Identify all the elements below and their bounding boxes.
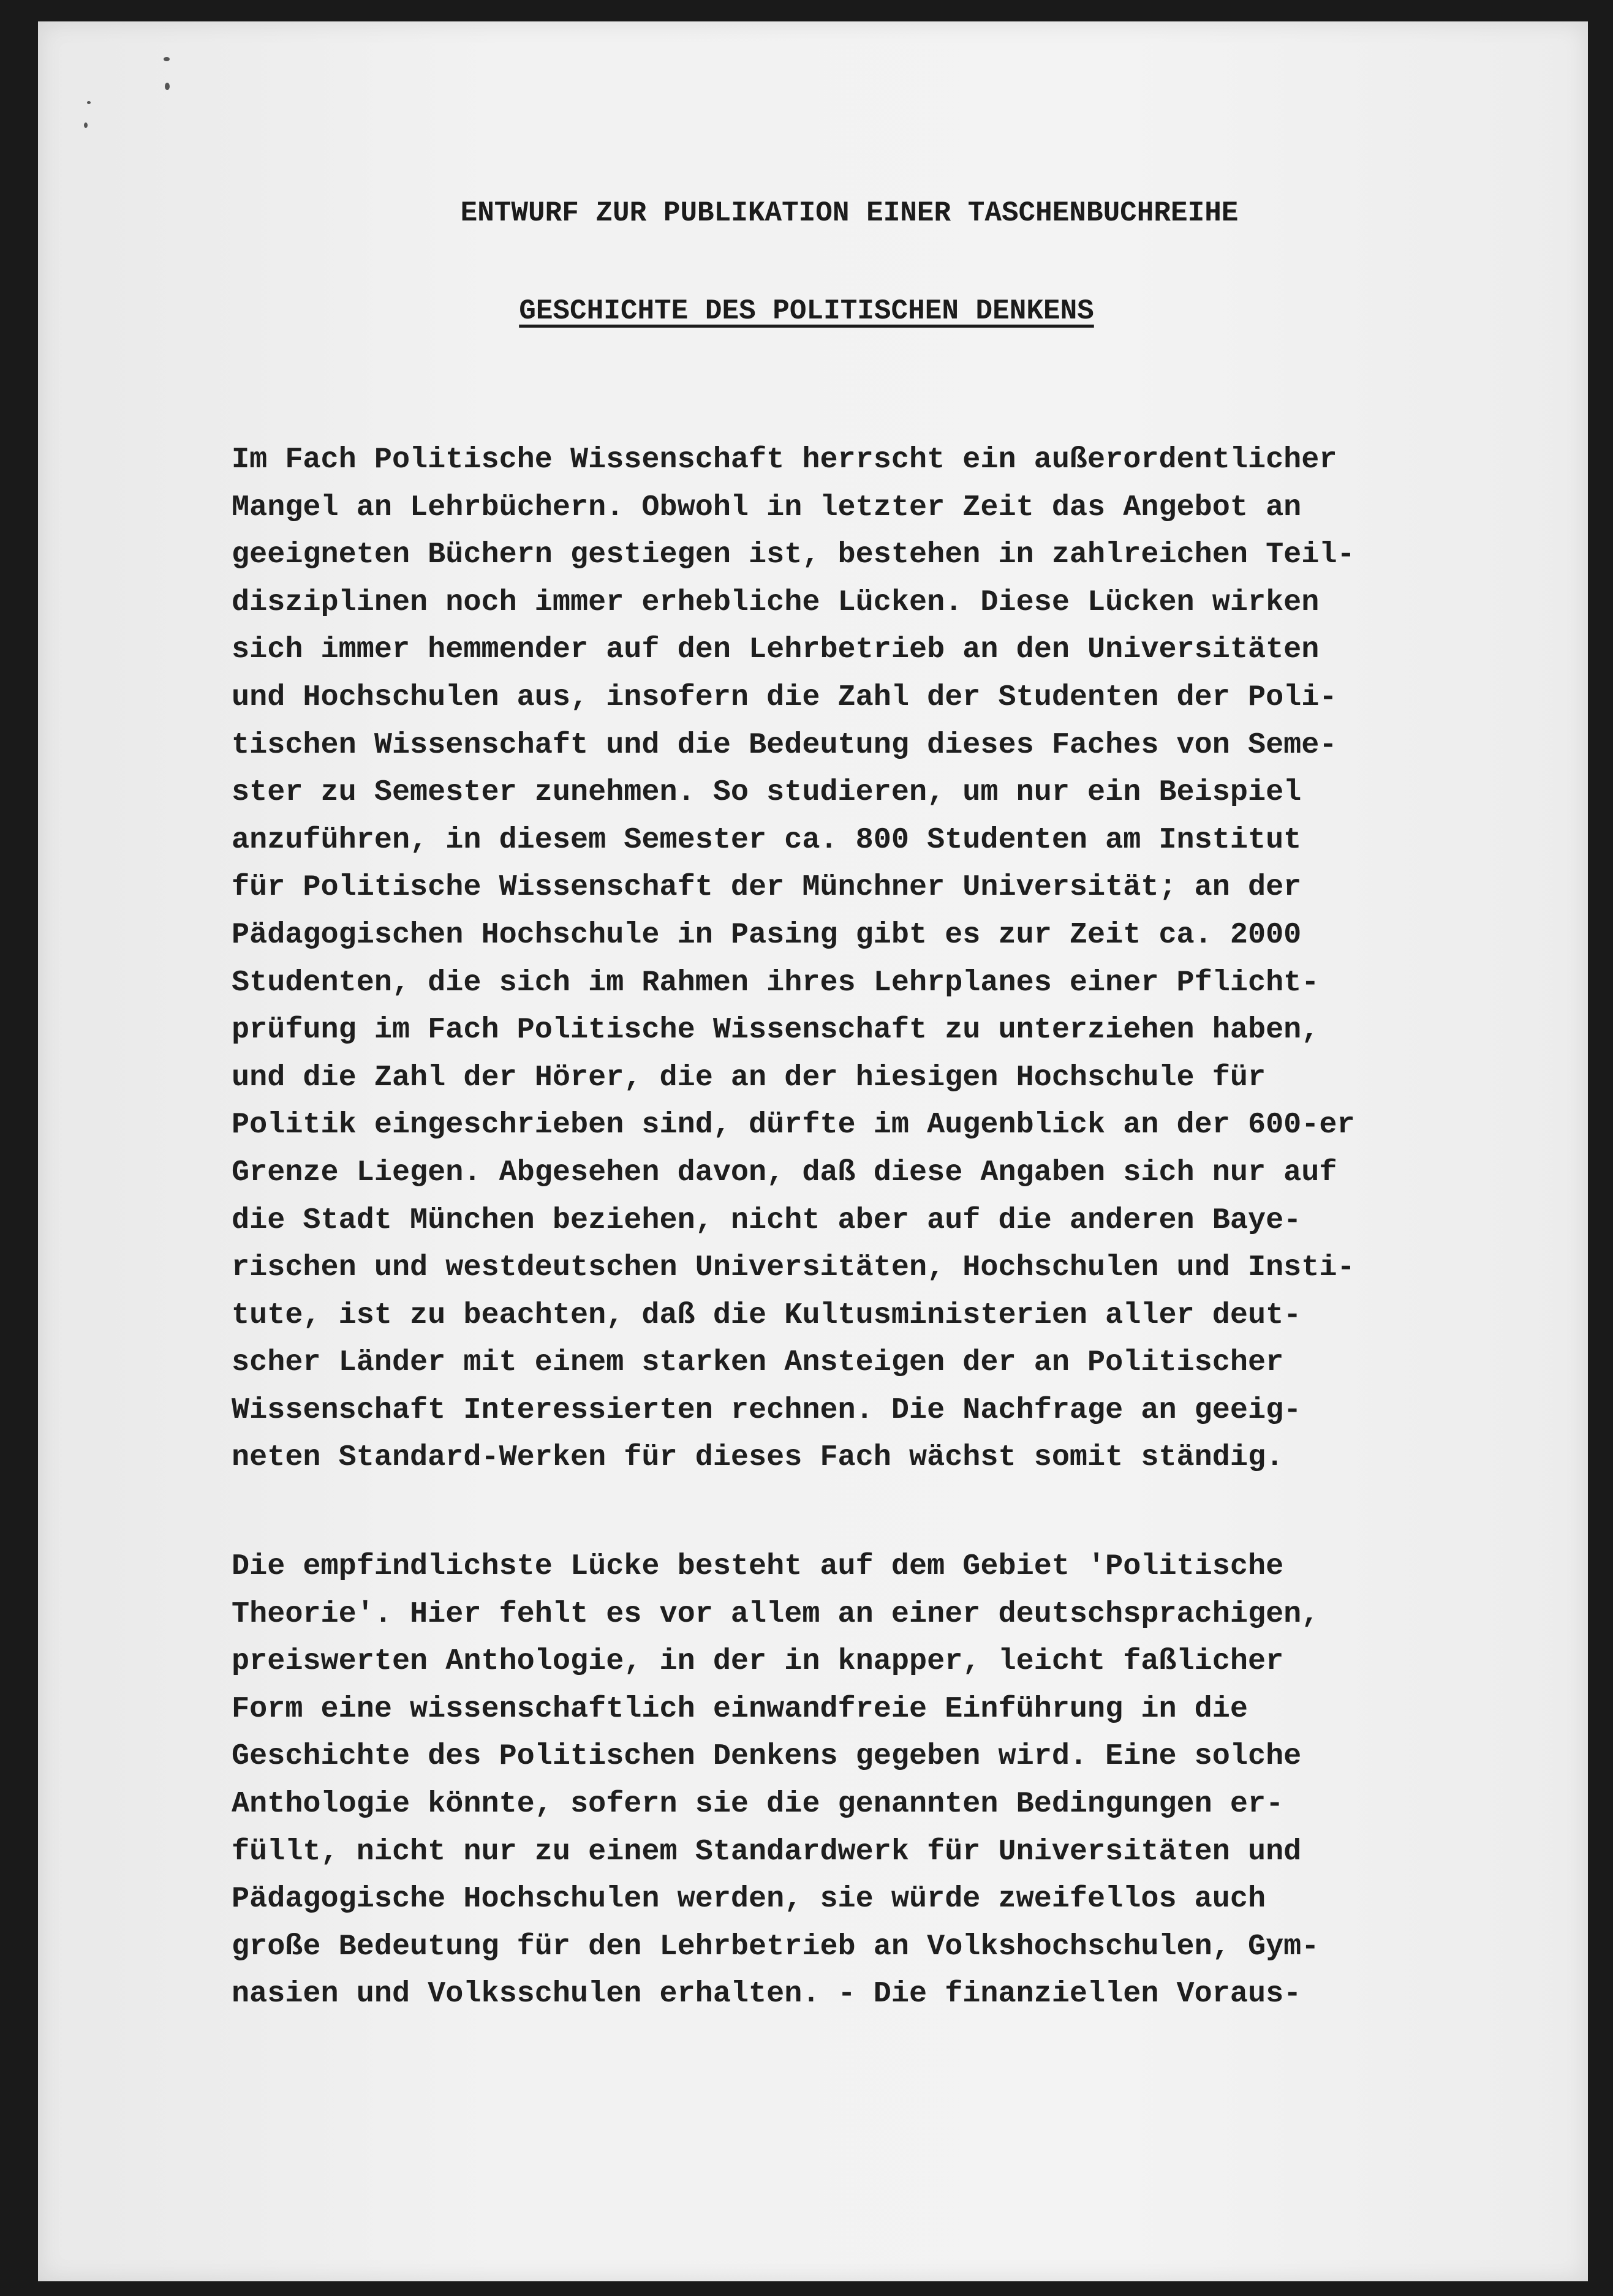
text-line: geeigneten Büchern gestiegen ist, bestehen in zahlreichen Teil-	[232, 538, 1355, 572]
text-line: anzuführen, in diesem Semester ca. 800 Studenten am Institut	[232, 822, 1302, 857]
text-line: große Bedeutung für den Lehrbetrieb an Volkshochschulen, Gym-	[232, 1929, 1320, 1963]
text-line: Grenze Liegen. Abgesehen davon, daß diese Angaben sich nur auf	[232, 1155, 1337, 1189]
text-line: Pädagogische Hochschulen werden, sie würde zweifellos auch	[232, 1882, 1266, 1916]
text-line: tischen Wissenschaft und die Bedeutung dieses Faches von Seme-	[232, 728, 1337, 762]
text-line: Studenten, die sich im Rahmen ihres Lehrplanes einer Pflicht-	[232, 965, 1320, 999]
text-line: prüfung im Fach Politische Wissenschaft zu unterziehen haben,	[232, 1013, 1320, 1047]
text-line: neten Standard-Werken für dieses Fach wächst somit ständig.	[232, 1440, 1284, 1475]
text-line: scher Länder mit einem starken Ansteigen der an Politischer	[232, 1346, 1284, 1380]
text-line: Theorie'. Hier fehlt es vor allem an einer deutschsprachigen,	[232, 1597, 1320, 1631]
text-line: preiswerten Anthologie, in der in knapper, leicht faßlicher	[232, 1644, 1284, 1679]
paragraph-1	[232, 436, 1457, 1481]
document-subtitle-text: GESCHICHTE DES POLITISCHEN DENKENS	[519, 295, 1094, 327]
text-line: nasien und Volksschulen erhalten. - Die finanziellen Voraus-	[232, 1977, 1302, 2011]
text-line: und die Zahl der Hörer, die an der hiesigen Hochschule für	[232, 1060, 1266, 1094]
text-line: Geschichte des Politischen Denkens gegeben wird. Eine solche	[232, 1739, 1302, 1774]
paper-speck	[165, 83, 170, 90]
text-line: Wissenschaft Interessierten rechnen. Die Nachfrage an geeig-	[232, 1393, 1302, 1427]
text-line: ster zu Semester zunehmen. So studieren, um nur ein Beispiel	[232, 775, 1302, 810]
paragraph-2	[232, 1543, 1457, 2018]
text-line: sich immer hemmender auf den Lehrbetrieb an den Universitäten	[232, 633, 1320, 667]
text-line: tute, ist zu beachten, daß die Kultusministerien aller deut-	[232, 1298, 1302, 1332]
text-line: Politik eingeschrieben sind, dürfte im Augenblick an der 600-er	[232, 1108, 1355, 1142]
text-line: füllt, nicht nur zu einem Standardwerk für Universitäten und	[232, 1834, 1302, 1869]
text-line: die Stadt München beziehen, nicht aber auf die anderen Baye-	[232, 1203, 1302, 1237]
text-line: Mangel an Lehrbüchern. Obwohl in letzter Zeit das Angebot an	[232, 490, 1302, 524]
text-line: Die empfindlichste Lücke besteht auf dem Gebiet 'Politische	[232, 1549, 1284, 1583]
text-line: Im Fach Politische Wissenschaft herrscht ein außerordentlicher	[232, 443, 1337, 476]
document-subtitle	[0, 295, 1613, 327]
text-line: disziplinen noch immer erhebliche Lücken. Diese Lücken wirken	[232, 585, 1320, 619]
text-line: und Hochschulen aus, insofern die Zahl der Studenten der Poli-	[232, 680, 1337, 714]
text-line: für Politische Wissenschaft der Münchner Universität; an der	[232, 870, 1302, 905]
paper-speck	[87, 101, 91, 104]
text-line: Anthologie könnte, sofern sie die genannten Bedingungen er-	[232, 1786, 1284, 1821]
text-line: Pädagogischen Hochschule in Pasing gibt es zur Zeit ca. 2000	[232, 917, 1302, 952]
paper-speck	[84, 122, 88, 128]
text-line: Form eine wissenschaftlich einwandfreie Einführung in die	[232, 1692, 1248, 1726]
text-line: rischen und westdeutschen Universitäten, Hochschulen und Insti-	[232, 1251, 1355, 1285]
document-title: ENTWURF ZUR PUBLIKATION EINER TASCHENBUCHREIHE	[460, 197, 1239, 229]
paper-speck	[164, 57, 170, 61]
